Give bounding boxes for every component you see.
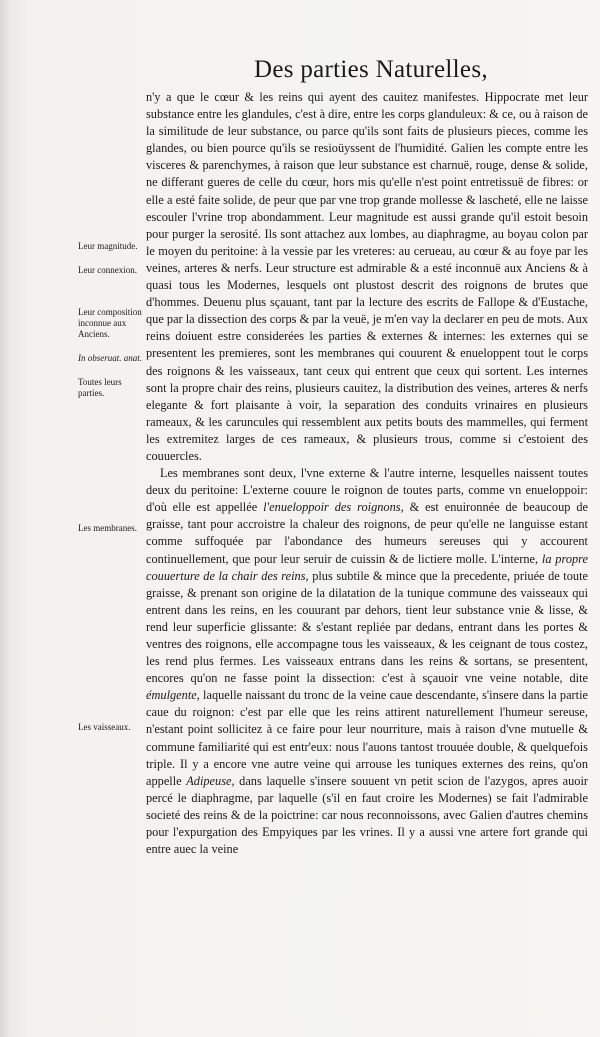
body-text (146, 89, 588, 858)
italic-term: Adipeuse, (186, 773, 235, 788)
margin-note-magnitude: Leur magnitude. (78, 241, 138, 251)
italic-term: la propre couuerture de la chair des reins, (146, 551, 588, 583)
paragraph-membranes-vaisseaux (146, 465, 588, 858)
margin-note-composition: Leur composition inconnue aux Anciens. (78, 307, 142, 339)
italic-term: l'enueloppoir des roignons, (263, 500, 404, 515)
margin-note-vaisseaux: Les vaisseaux. (78, 722, 131, 732)
running-title: Des parties Naturelles, (254, 56, 488, 83)
text-run: plus subtile & mince que la precedente, priuée de toute graisse, & prenant son origine de la dilatation de la tunique commune des vaisseaux qui entrent dans les reins, en les couurant par dehors, tient leur substance vnie & lisse, & rend leur superficie glissante: & s'estant repliée par dedans, entrant dans les portes & ventres des roignons, elle accompagne tous les vaisseaux, & les ceignant de tous costez, les rend plus fermes. Les vaisseaux entrans dans les reins & sortans, se presentent, encores qu'on ne fasse point la dissection: c'est à sçauoir vne veine notable, dite (146, 568, 588, 686)
margin-note-observation: In obseruat. anat. (78, 353, 142, 363)
margin-note-connexion: Leur connexion. (78, 265, 137, 275)
margin-note-membranes: Les membranes. (78, 523, 137, 533)
margin-note-parties: Toutes leurs parties. (78, 377, 122, 398)
paragraph-reins-structure: n'y a que le cœur & les reins qui ayent des cauitez manifestes. Hippocrate met leur substance entre les glandules, c'est à dire, entre les corps glanduleux: & ce, ou à raison de la similitude de leur substance, ou parce qu'ils sont faits de plusieurs pieces, comme les glandes, ou bien pource qu'ils se resioüyssent de l'humidité. Galien les compte entre les visceres & parenchymes, à raison que leur substance est charnuë, rouge, dense & solide, ne differant gueres de celle du cœur, hors mis qu'elle n'est point entretissuë de fibres: or elle a esté faite solide, de peur que par vne trop grande mollesse & lascheté, elle ne laisse escouler l'vrine trop abondamment. Leur magnitude est aussi grande qu'il estoit besoin pour purger la serosité. Ils sont attachez aux lombes, au diaphragme, au boyau colon par le moyen du peritoine: à la vessie par les vreteres: au cerueau, au cœur & au foye par les veines, arteres & nerfs. Leur structure est admirable & a esté inconnuë aux Anciens & à quasi tous les Modernes, lesquels ont plustost descrit des roignons de brutes que d'hommes. Deuenu plus sçauant, tant par la lecture des escrits de Fallope & d'Eustache, que par la dissection des corps & par la veuë, je m'en vay la declarer en peu de mots. Aux reins doiuent estre considerées les parties & externes & internes: les externes qui se presentent les premieres, sont les membranes qui couurent & enueloppent tout le corps des roignons & les vaisseaux, tant ceux qui entrent que ceux qui sortent. Les internes sont la propre chair des reins, plusieurs cauitez, la distribution des veines, arteres & nerfs elegante & fort plaisante à voir, la separation des conduits vrinaires en plusieurs rameaux, & les caruncules qui ressemblent aux petits bouts des mammelles, qui ferment les extremitez larges de ces rameaux, & plusieurs trous, comme si c'estoient des couuercles. (146, 90, 588, 463)
text-run: dans laquelle s'insere souuent vn petit scion de l'azygos, apres auoir percé le diaphragme, par laquelle (s'il en faut croire les Modernes) se fait l'admirable societé des reins & de la poictrine: car nous reconnoissons, avec Galien d'autres chemins pour l'expurgation des Empyiques par les vrines. Il y a aussi vne artere fort grande qui entre auec la veine (146, 773, 589, 857)
text-run: & est enuironnée de beaucoup de graisse, tant pour accroistre la chaleur des roignons, de peur qu'elle ne languisse estant comme suffoquée par l'abondance des humeurs sereuses qui y accourent continuellement, que pour leur seruir de cuissin & de lictiere molle. L'interne, (146, 500, 588, 566)
text-run: laquelle naissant du tronc de la veine caue descendante, s'insere dans la partie caue du roignon: c'est par elle que les reins attirent naturellement l'humeur sereuse, n'estant point sollicitez à ce faire pour leur nourriture, mais à raison d'vne mutuelle & commune familiarité qui est entr'eux: nous l'auons tantost trouuée double, & quelquefois triple. Il y a encore vne autre veine qui arrouse les tuniques externes des reins, qu'on appelle (146, 688, 588, 788)
text-run: Les membranes sont deux, l'vne externe & l'autre interne, lesquelles naissent toutes deux du peritoine: L'externe couure le roignon de toutes parts, comme vn enueloppoir: d'où elle est appellée (146, 466, 588, 515)
italic-term: émulgente, (146, 688, 200, 703)
